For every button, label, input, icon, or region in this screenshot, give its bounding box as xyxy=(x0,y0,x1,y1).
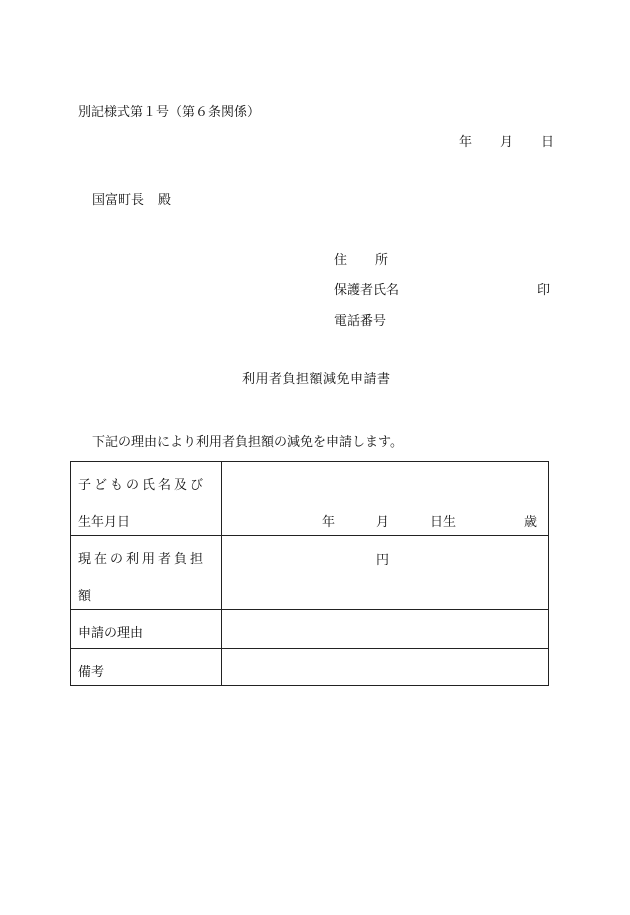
table-row-child xyxy=(71,462,549,536)
birthdate-label: 生年月日 xyxy=(78,515,131,530)
burden-label: 現在の利用者負担 xyxy=(78,552,207,567)
address-row xyxy=(334,253,388,269)
remarks-label-cell xyxy=(71,649,222,686)
burden-amount-field[interactable] xyxy=(222,536,549,610)
phone-label: 電話番号 xyxy=(334,314,387,329)
burden-label-continued: 額 xyxy=(78,589,92,604)
yen-unit: 円 xyxy=(376,553,390,568)
child-name-field[interactable] xyxy=(222,462,549,536)
date-year-label: 年 xyxy=(458,135,472,150)
addressee-name: 国富町長 xyxy=(92,193,145,208)
reason-label: 申請の理由 xyxy=(78,626,144,641)
birth-month-label: 月 xyxy=(376,515,390,530)
application-table xyxy=(70,461,549,686)
seal-mark: 印 xyxy=(537,283,551,298)
child-name-label: 子どもの氏名及び xyxy=(78,478,207,493)
burden-label-cell xyxy=(71,536,222,610)
address-label-first: 住 xyxy=(334,253,348,268)
age-label: 歳 xyxy=(524,515,538,530)
child-name-label-cell xyxy=(71,462,222,536)
addressee xyxy=(92,193,171,209)
birth-year-label: 年 xyxy=(322,515,336,530)
remarks-label: 備考 xyxy=(78,665,105,680)
document-title: 利用者負担額減免申請書 xyxy=(242,372,391,387)
table-row-burden xyxy=(71,536,549,610)
birth-day-label: 日生 xyxy=(430,515,457,530)
date-day-label: 日 xyxy=(540,135,554,150)
date-month-label: 月 xyxy=(499,135,513,150)
address-label-second: 所 xyxy=(375,253,389,268)
addressee-honorific: 殿 xyxy=(158,193,172,208)
guardian-name-label: 保護者氏名 xyxy=(334,283,400,298)
reason-label-cell xyxy=(71,610,222,649)
remarks-field[interactable] xyxy=(222,649,549,686)
form-number: 別記様式第１号（第６条関係） xyxy=(78,105,261,120)
table-row-reason xyxy=(71,610,549,649)
request-text: 下記の理由により利用者負担額の減免を申請します。 xyxy=(92,435,403,450)
table-row-remarks xyxy=(71,649,549,686)
reason-field[interactable] xyxy=(222,610,549,649)
date-line xyxy=(459,135,554,151)
